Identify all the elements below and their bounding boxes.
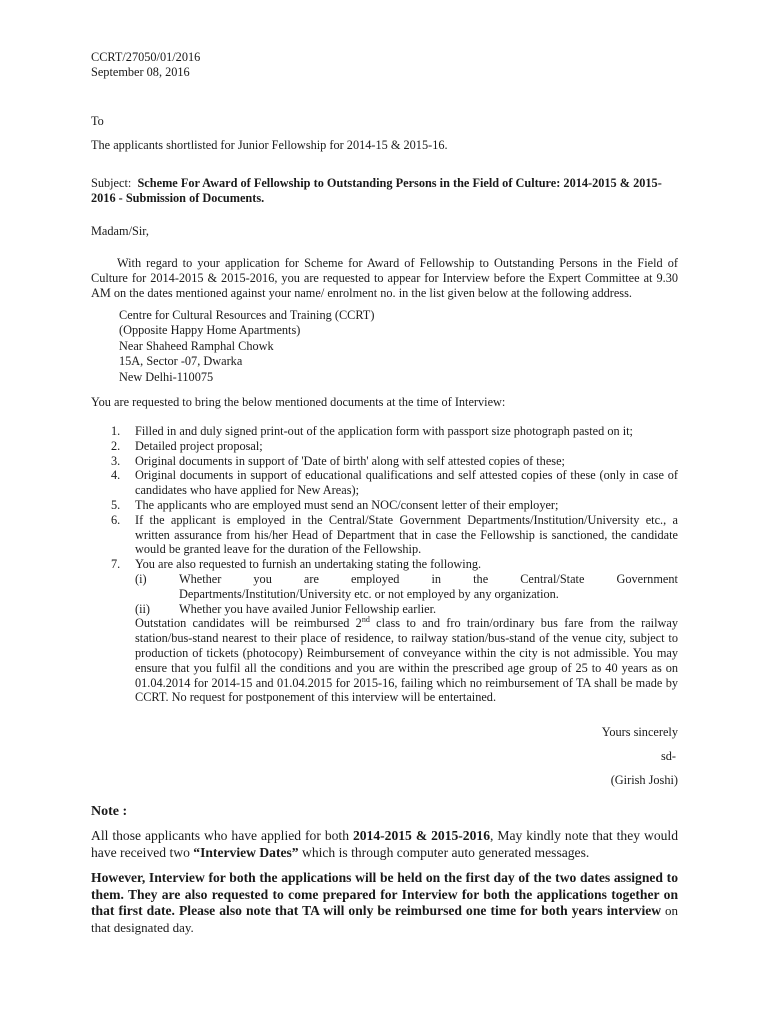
undertaking-item: (i) Whether you are employed in the Central/State Government Departments/Institution/University etc. or not employed by any organization. — [135, 572, 678, 601]
recipients-line: The applicants shortlisted for Junior Fellowship for 2014-15 & 2015-16. — [91, 138, 448, 152]
undertaking-list — [135, 572, 678, 616]
closing-block — [91, 720, 678, 792]
list-item: 2. Detailed project proposal; — [111, 438, 263, 453]
signatory-name: (Girish Joshi) — [610, 773, 678, 788]
subject-label: Subject: — [91, 176, 132, 190]
to-line: To — [91, 114, 104, 128]
salutation: Madam/Sir, — [91, 224, 149, 238]
closing-sd: sd- — [660, 749, 676, 764]
address-line: (Opposite Happy Home Apartments) — [119, 323, 301, 338]
list-item: 3. Original documents in support of 'Date of birth' along with self attested copies of these; — [111, 453, 565, 468]
note-heading: Note : — [91, 804, 128, 820]
documents-list — [91, 424, 678, 705]
note-paragraph-2: However, Interview for both the applications will be held on the first day of the two dates assigned to them. They are also requested to come prepared for Interview for both the applications together on that first date. Please also note that TA will only be reimbursed one time for both years interview on that designated day. — [91, 870, 678, 935]
body-paragraph: With regard to your application for Scheme for Award of Fellowship to Outstanding Persons in the Field of Culture for 2014-2015 & 2015-2016, you are requested to appear for Interview before the Expert Committee at 9.30 AM on the dates mentioned against your name/ enrolment no. in the list given below at the following address. — [91, 256, 678, 300]
letter-date: September 08, 2016 — [91, 65, 190, 79]
subject-text: Scheme For Award of Fellowship to Outstanding Persons in the Field of Culture: 2014-2015 & 2015-2016 - Submission of Documents. — [91, 176, 662, 205]
undertaking-first-line: Whether you are employed in the Central/State Government — [179, 572, 678, 586]
reference-number: CCRT/27050/01/2016 — [91, 50, 201, 64]
address-line: 15A, Sector -07, Dwarka — [119, 354, 243, 369]
list-item: 4. Original documents in support of educational qualifications and self attested copies of these (only in case of candidates who have applied for New Areas); — [111, 468, 678, 498]
address-line: Centre for Cultural Resources and Training (CCRT) — [119, 308, 375, 322]
note-paragraph-1: All those applicants who have applied for both 2014-2015 & 2015-2016, May kindly note that they would have received two “Interview Dates” which is through computer auto generated messages. — [91, 828, 678, 860]
list-item: 6. If the applicant is employed in the Central/State Government Departments/Institution/University etc., a written assurance from his/her Head of Department that in case the Fellowship is sanctioned, the candidate would be granted leave for the duration of the Fellowship. — [111, 512, 678, 557]
closing-sincerely: Yours sincerely — [601, 725, 678, 740]
subject-line — [91, 176, 678, 206]
address-line: New Delhi-110075 — [119, 369, 214, 384]
letter-page — [91, 50, 678, 936]
venue-address — [119, 308, 678, 385]
list-item: 1. Filled in and duly signed print-out of the application form with passport size photograph pasted on it; — [111, 424, 633, 439]
list-item: 5. The applicants who are employed must send an NOC/consent letter of their employer; — [111, 498, 559, 513]
documents-intro: You are requested to bring the below mentioned documents at the time of Interview: — [91, 395, 506, 410]
list-item: 7. You are also requested to furnish an undertaking stating the following. (i) Whether you are employed in the Central/State Government Departments/Institution/University etc. or not employed by any organization. (ii) Whether you have availed Junior Fellowship earlier. Outstation candidates will be reimbursed 2nd class to and fro train/ordinary bus fare from the railway station/bus-stand nearest to their place of residence, to railway station/bus-stand of the venue city, subject to production of tickets (photocopy) Reimbursement of conveyance within the city is not admissible. You may ensure that you fulfil all the conditions and you are within the prescribed age group of 25 to 40 years as on 01.04.2014 for 2014-15 and 01.04.2015 for 2015-16, failing which no reimbursement of TA shall be made by CCRT. No request for postponement of this interview will be entertained. — [111, 557, 678, 705]
outstation-paragraph: Outstation candidates will be reimbursed 2nd class to and fro train/ordinary bus fare from the railway station/bus-stand nearest to their place of residence, to railway station/bus-stand of the venue city, subject to production of tickets (photocopy) Reimbursement of conveyance within the city is not admissible. You may ensure that you fulfil all the conditions and you are within the prescribed age group of 25 to 40 years as on 01.04.2014 for 2014-15 and 01.04.2015 for 2015-16, failing which no reimbursement of TA shall be made by CCRT. No request for postponement of this interview will be entertained. — [135, 615, 678, 705]
address-line: Near Shaheed Ramphal Chowk — [119, 338, 274, 353]
undertaking-item: (ii) Whether you have availed Junior Fellowship earlier. — [135, 601, 437, 616]
